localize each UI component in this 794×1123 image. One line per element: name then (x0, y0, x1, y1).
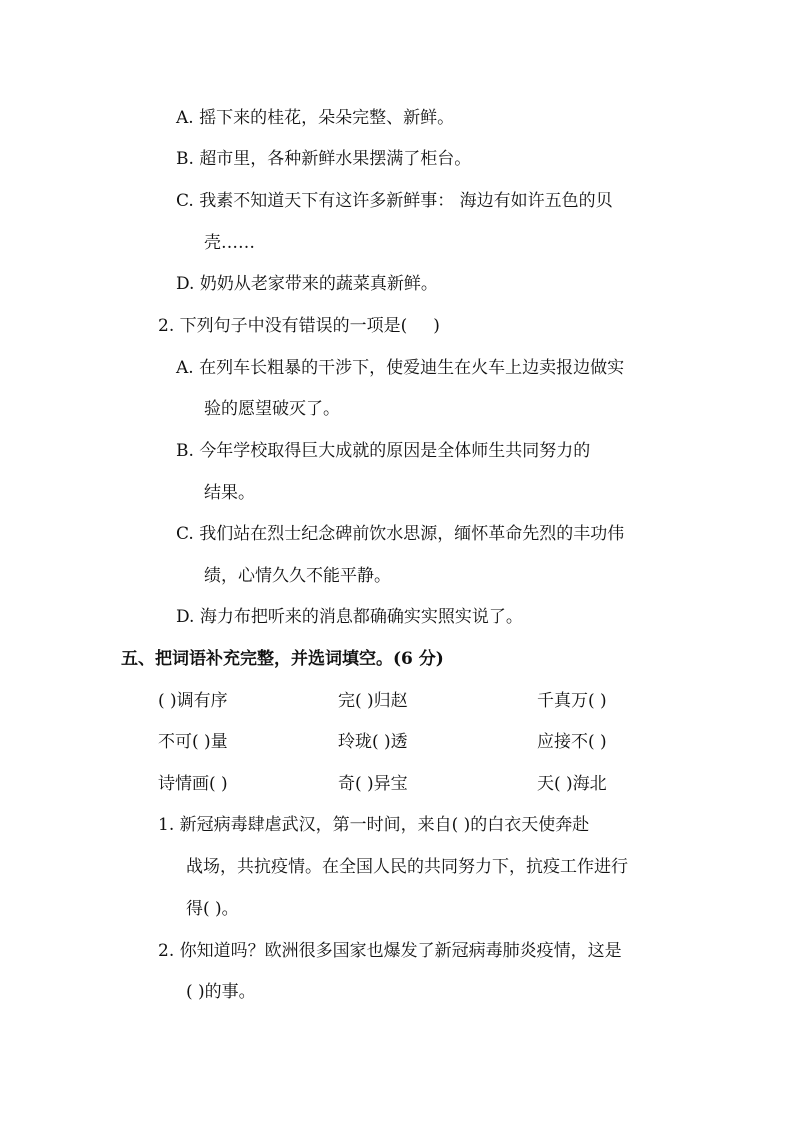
q2-option-a-continued: 验的愿望破灭了。 (204, 399, 340, 419)
q1-option-a: A. 摇下来的桂花，朵朵完整、新鲜。 (176, 108, 455, 128)
q2-stem: 2. 下列句子中没有错误的一项是( ) (158, 316, 440, 336)
q1-option-b: B. 超市里，各种新鲜水果摆满了柜台。 (176, 149, 472, 169)
section-5-title: 五、把词语补充完整，并选词填空。(6 分) (121, 649, 444, 669)
idiom-2-3: 应接不( ) (537, 732, 607, 752)
q2-option-b-continued: 结果。 (204, 483, 255, 503)
fill-item-1: 1. 新冠病毒肆虐武汉，第一时间，来自( )的白衣天使奔赴 (158, 815, 590, 835)
q2-option-c: C. 我们站在烈士纪念碑前饮水思源，缅怀革命先烈的丰功伟 (176, 524, 625, 544)
idiom-3-2: 奇( )异宝 (338, 774, 408, 794)
q1-option-c: C. 我素不知道天下有这许多新鲜事： 海边有如许五色的贝 (176, 191, 613, 211)
q2-option-b: B. 今年学校取得巨大成就的原因是全体师生共同努力的 (176, 441, 591, 461)
idiom-3-1: 诗情画( ) (158, 774, 228, 794)
q2-option-d: D. 海力布把听来的消息都确确实实照实说了。 (176, 607, 523, 627)
q2-option-a: A. 在列车长粗暴的干涉下，使爱迪生在火车上边卖报边做实 (176, 358, 625, 378)
idiom-1-2: 完( )归赵 (338, 691, 408, 711)
q1-option-c-continued: 壳…… (204, 233, 255, 253)
q1-option-d: D. 奶奶从老家带来的蔬菜真新鲜。 (176, 274, 438, 294)
idiom-1-3: 千真万( ) (537, 691, 607, 711)
fill-item-1-line-2: 战场，共抗疫情。在全国人民的共同努力下，抗疫工作进行 (186, 857, 628, 877)
q2-option-c-continued: 绩，心情久久不能平静。 (204, 566, 391, 586)
fill-item-2-line-2: ( )的事。 (186, 982, 256, 1002)
fill-item-1-line-3: 得( )。 (186, 899, 239, 919)
idiom-2-2: 玲珑( )透 (338, 732, 408, 752)
fill-item-2: 2. 你知道吗？欧洲很多国家也爆发了新冠病毒肺炎疫情，这是 (158, 941, 622, 961)
idiom-1-1: ( )调有序 (158, 691, 228, 711)
idiom-3-3: 天( )海北 (537, 774, 607, 794)
idiom-2-1: 不可( )量 (158, 732, 228, 752)
